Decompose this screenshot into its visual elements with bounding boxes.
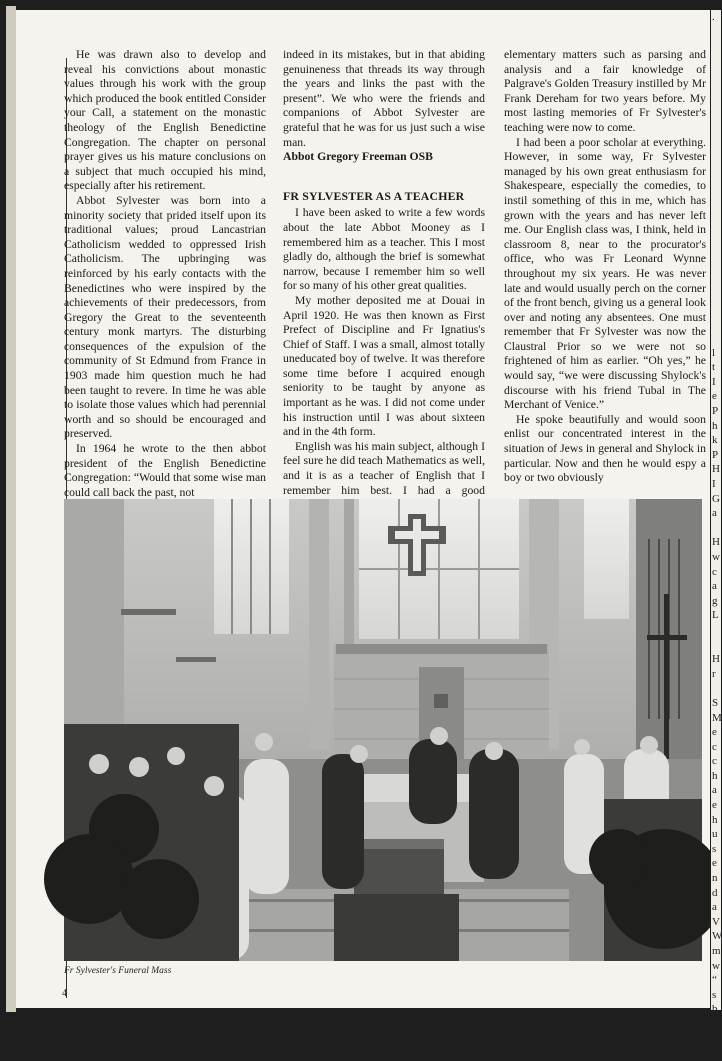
facing-page-glyph: e — [712, 799, 717, 812]
facing-page-glyph — [711, 638, 721, 653]
column-1 — [64, 48, 266, 500]
facing-page-glyph — [711, 83, 721, 98]
facing-page-glyph — [711, 287, 721, 302]
facing-page-glyph — [711, 141, 721, 156]
facing-page-glyph: M — [712, 711, 722, 724]
facing-page-glyph: k — [712, 434, 718, 447]
facing-page-glyph — [711, 273, 721, 288]
facing-page-glyph — [711, 229, 721, 244]
facing-page-glyph: c — [712, 740, 717, 753]
paragraph: elementary matters such as parsing and analysis and a fair knowledge of Palgrave's Golden Treasury instilled by Mr Frank Dereham for two years before. My most lasting memories of Fr Sylvester's teaching were now to come. — [504, 48, 706, 134]
facing-page-glyph: “ — [712, 974, 717, 987]
facing-page-glyph: a — [712, 507, 717, 520]
facing-page-glyph: i — [712, 1032, 716, 1045]
page-number: 4 — [62, 988, 67, 999]
facing-page-glyph: . — [712, 11, 715, 23]
magazine-page — [16, 10, 710, 1008]
funeral-mass-photo — [64, 499, 702, 961]
facing-page-glyph: e — [712, 1047, 717, 1060]
facing-page-glyph: P — [712, 448, 719, 461]
facing-page-glyph — [711, 39, 721, 54]
facing-page-glyph: I — [712, 478, 716, 490]
column-2 — [283, 48, 485, 513]
facing-page-glyph: L — [712, 609, 719, 622]
paragraph: In 1964 he wrote to the then abbot president of the English Benedictine Congregation: “Would that some wise man could call back the past, not — [64, 442, 266, 499]
facing-page-glyph: H — [712, 653, 720, 666]
facing-page-glyph: g — [712, 594, 718, 607]
facing-page-glyph: H — [712, 536, 720, 549]
facing-page-glyph: e — [712, 390, 717, 403]
facing-page-glyph: h — [712, 769, 718, 782]
facing-page-glyph — [711, 316, 721, 331]
facing-page-glyph: l — [712, 346, 716, 359]
facing-page-glyph — [711, 302, 721, 317]
facing-page-glyph: w — [712, 550, 720, 563]
paragraph: I had been a poor scholar at everything. However, in some way, Fr Sylvester managed by his own great enthusiasm for Shakespeare, especially the comedies, to instil something of this in me, which has grown with the years and has never left me. Our English class was, I think, held in classroom 8, near to the procurator's office, who was Fr Leonard Wynne throughout my six years. He was never late and would usually perch on the corner of the front bench, giving us a general look over and noting any absentees. One must remember that Fr Sylvester was now the Claustral Prior so we were not so frightened of him as earlier. “Oh yes,” he would say, “we were discussing Shylock's discourse with his friend Tubal in The Merchant of Venice.” — [504, 135, 706, 412]
facing-page-glyph: a — [712, 901, 717, 914]
facing-page-glyph: I — [712, 375, 716, 388]
facing-page-glyph: S — [712, 696, 719, 709]
facing-page-glyph — [711, 54, 721, 69]
paragraph: I have been asked to write a few words about the late Abbot Mooney as I remembered him as a teacher. This I most gladly do, although the brief is somewhat narrow, because I remember him so well for so many of his other great qualities. — [283, 206, 485, 293]
author-signature: Abbot Gregory Freeman OSB — [283, 150, 433, 164]
facing-page-glyph: a — [712, 784, 717, 797]
facing-page-glyph: r — [712, 667, 716, 680]
facing-page-glyph: h — [712, 419, 718, 432]
facing-page-glyph: m — [712, 945, 721, 957]
facing-page-glyph — [711, 258, 721, 273]
facing-page-glyph — [711, 25, 721, 40]
paragraph: English was his main subject, although I feel sure he did teach Mathematics as well, and it is as a teacher of English that I remember him best. I had a good — [283, 439, 485, 497]
page-edge — [6, 6, 16, 1012]
facing-page-glyph — [711, 185, 721, 200]
facing-page-glyph: a — [712, 580, 717, 593]
facing-page-glyph — [711, 171, 721, 186]
facing-page-glyph: W — [712, 930, 722, 943]
facing-page-glyph: c — [712, 565, 717, 578]
facing-page-glyph — [711, 521, 721, 536]
facing-page-glyph: b — [712, 1003, 718, 1016]
facing-page-glyph — [711, 681, 721, 696]
facing-page-glyph — [711, 244, 721, 259]
photo-caption: Fr Sylvester's Funeral Mass — [64, 966, 172, 976]
section-heading: FR SYLVESTER AS A TEACHER — [283, 188, 465, 203]
facing-page-glyph: e — [712, 726, 717, 739]
column-3 — [504, 48, 706, 486]
facing-page-glyph: P — [712, 405, 719, 418]
facing-page-glyph — [711, 214, 721, 229]
facing-page-glyph — [711, 623, 721, 638]
facing-page-glyph — [711, 68, 721, 83]
facing-page-glyph: s — [712, 988, 717, 1001]
facing-page-glyph: G — [712, 492, 720, 505]
facing-page-glyph — [711, 156, 721, 171]
facing-page-glyph — [711, 98, 721, 113]
facing-page-glyph — [711, 200, 721, 215]
facing-page-glyph: w — [712, 959, 720, 972]
facing-page-glyph: s — [712, 842, 717, 855]
facing-page-glyph — [711, 127, 721, 142]
paragraph: He was drawn also to develop and reveal his convictions about monastic values through his work with the group which produced the book entitled Consider your Call, a statement on the monastic theology of the English Benedictine Congregation. The chapter on personal prayer gives us his mature conclusions on a subject that much occupied his mind, especially after his retirement. — [64, 48, 266, 193]
paragraph: He spoke beautifully and would soon enlist our concentrated interest in the situation of Jews in general and Shylock in particular. Now and then he would espy a boy or two obviously — [504, 412, 706, 485]
facing-page-glyph: V — [712, 915, 720, 928]
facing-page-glyph: H — [712, 463, 720, 476]
facing-page-glyph: c — [712, 755, 717, 768]
facing-page-glyph: e — [712, 857, 717, 870]
facing-page-glyph: u — [712, 828, 718, 841]
facing-page-glyph: d — [712, 886, 718, 899]
facing-page-glyph: n — [712, 872, 718, 885]
paragraph: Abbot Sylvester was born into a minority society that prided itself upon its traditional values; proud Lancastrian Catholicism wedded to oppressed Irish Catholicism. The upbringing was reinforced by his early contacts with the Benedictines who were inspired by the achievements of their predecessors, from Gregory the Great to the seventeenth century monk martyrs. The disturbing consequences of the expulsion of the community of St Edmund from France in 1903 made him question much he had been taught to revere. In time he was able to isolate those values which had perennial worth and so should be encouraged and preserved. — [64, 193, 266, 441]
facing-page-edge — [711, 10, 722, 1060]
facing-page-glyph — [711, 112, 721, 127]
facing-page-glyph: h — [712, 813, 718, 826]
paragraph: indeed in its mistakes, but in that abiding genuineness that threads its way through the years and links the past with the present”. We who were the friends and companions of Abbot Sylvester are grateful that he was for us just such a wise man. — [283, 48, 485, 149]
facing-page-glyph: t — [712, 361, 716, 374]
facing-page-glyph: t — [712, 1017, 716, 1030]
facing-page-glyph — [711, 331, 721, 346]
paragraph: My mother deposited me at Douai in April 1920. He was then known as First Prefect of Discipline and Fr Ignatius's Chief of Staff. I was a small, almost totally uneducated boy of twelve. It was therefore some time before I acquired enough seniority to be taught by anyone as important as he was. I did not come under his instruction until I was about sixteen and in the 4th form. — [283, 293, 485, 439]
